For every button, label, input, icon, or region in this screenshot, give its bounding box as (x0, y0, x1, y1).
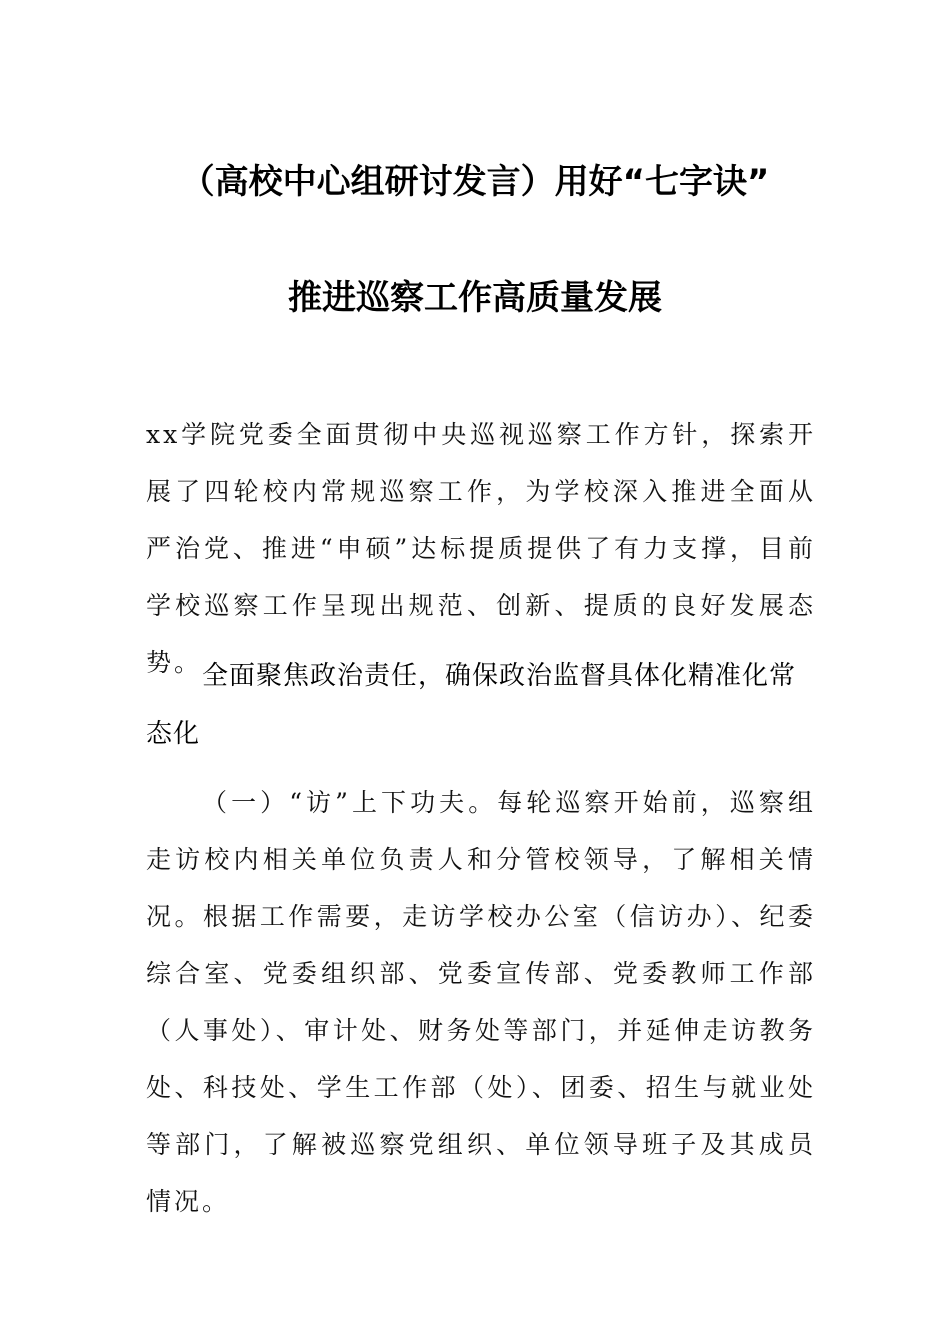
document-title-line-2: 推进巡察工作高质量发展 (288, 278, 662, 318)
intro-paragraph: xx学院党委全面贯彻中央巡视巡察工作方针，探索开展了四轮校内常规巡察工作，为学校深入推进全面从严治党、推进“申硕”达标提质提供了有力支撑，目前学校巡察工作呈现出规范、创新、提质的良好发展态势。 (146, 420, 816, 677)
paragraph-1: （一）“访”上下功夫。每轮巡察开始前，巡察组走访校内相关单位负责人和分管校领导，了解相关情况。根据工作需要，走访学校办公室（信访办）、纪委综合室、党委组织部、党委宣传部、党委教师工作部（人事处）、审计处、财务处等部门，并延伸走访教务处、科技处、学生工作部（处）、团委、招生与就业处等部门，了解被巡察党组织、单位领导班子及其成员情况。 (146, 788, 816, 1216)
document-title-line-1: （高校中心组研讨发言）用好“七字诀” (180, 162, 770, 202)
section-heading: 全面聚焦政治责任，确保政治监督具体化精准化常态化 (146, 661, 797, 749)
